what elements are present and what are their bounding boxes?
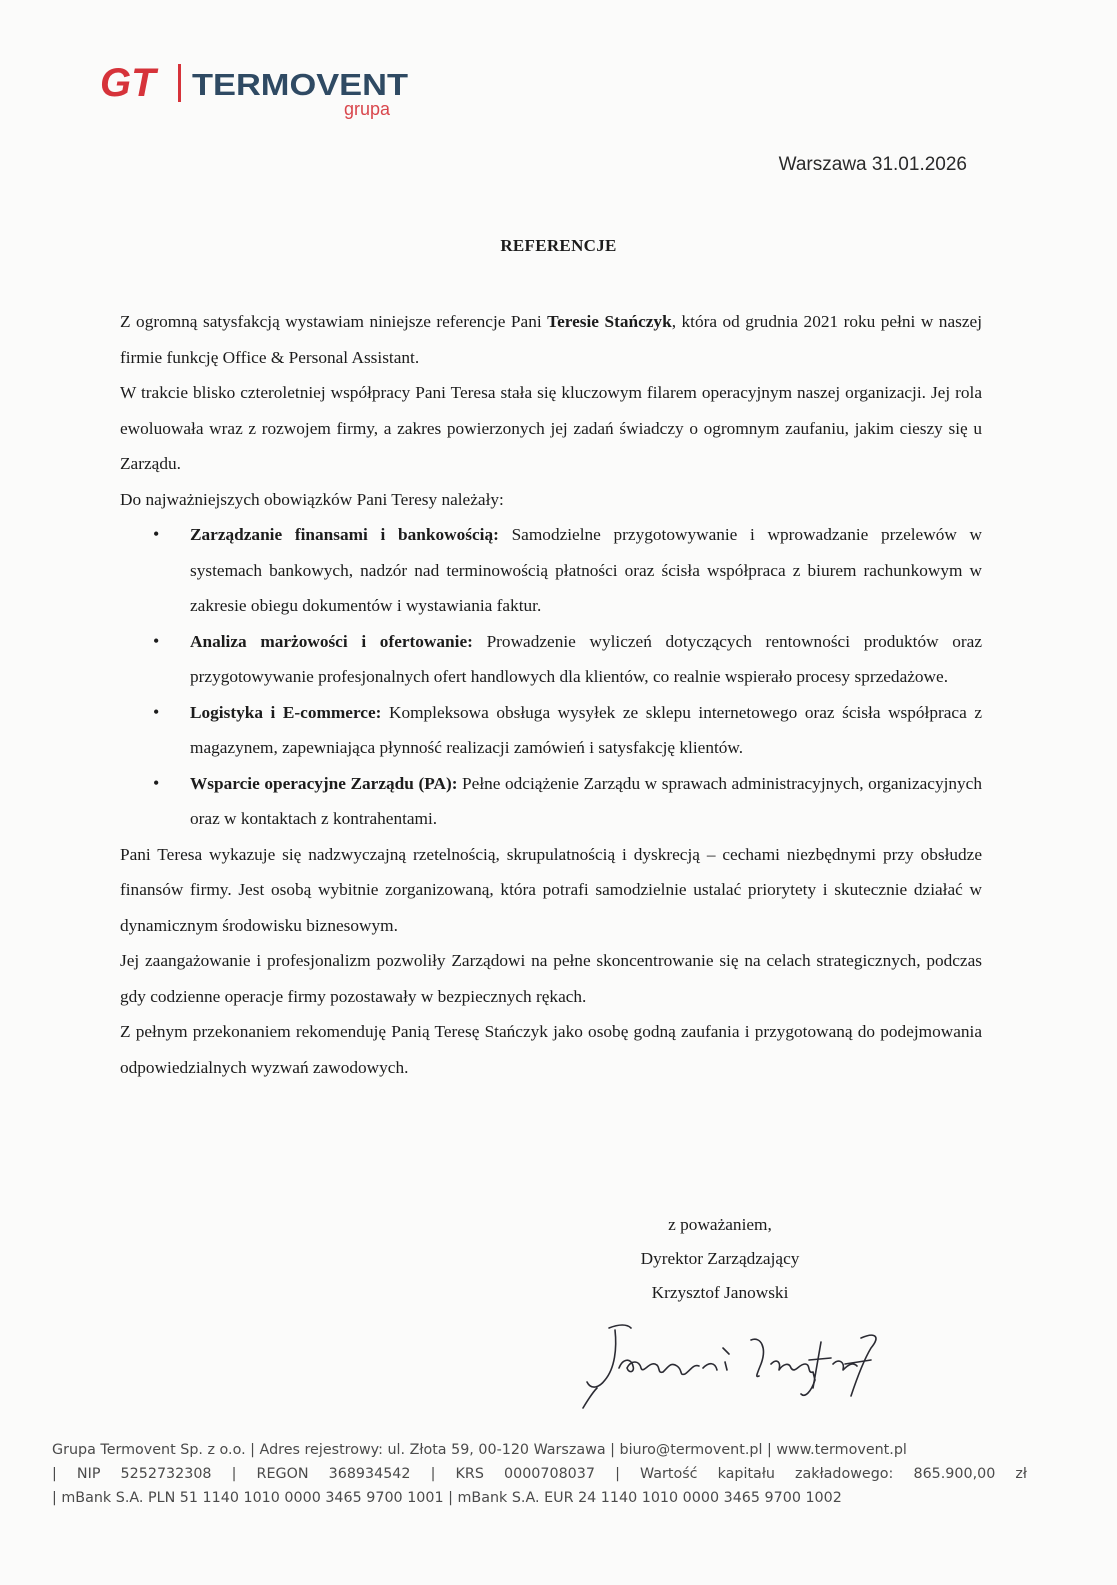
duty-title: Zarządzanie finansami i bankowością:	[190, 525, 499, 544]
termovent-logo-graphic	[100, 58, 430, 120]
closing-greeting: z poważaniem,	[668, 1215, 772, 1234]
letter-closing	[560, 1208, 880, 1310]
duty-title: Wsparcie operacyjne Zarządu (PA):	[190, 773, 458, 793]
signatory-position: Dyrektor Zarządzający	[640, 1249, 800, 1268]
intro-before: Z ogromną satysfakcją wystawiam niniejsze referencje Pani	[120, 312, 548, 331]
footer-address-line: Grupa Termovent Sp. z o.o. | Adres rejestrowy: ul. Złota 59, 00-120 Warszawa | biuro@termovent.pl | www.termovent.pl	[52, 1442, 907, 1458]
intro-after: , która od grudnia 2021 roku pełni w naszej firmie funkcję Office & Personal Assistant.	[120, 312, 982, 367]
duty-text: Kompleksowa obsługa wysyłek ze sklepu internetowego oraz ścisła współpraca z magazynem, zapewniająca płynność realizacji zamówień i satysfakcję klientów.	[190, 702, 982, 757]
logo-divider	[178, 64, 181, 102]
footer-registry-line: | NIP 5252732308 | REGON 368934542 | KRS 0000708037 | Wartość kapitału zakładowego: 865.900,00 zł	[52, 1466, 1027, 1482]
footer-bank-line: | mBank S.A. PLN 51 1140 1010 0000 3465 9700 1001 | mBank S.A. EUR 24 1140 1010 0000 3465 9700 1002	[52, 1490, 842, 1506]
letter-title: REFERENCJE	[500, 236, 617, 255]
duty-text: Prowadzenie wyliczeń dotyczących rentowności produktów oraz przygotowywanie profesjonalnych ofert handlowych dla klientów, co realnie wspierało procesy sprzedażowe.	[190, 631, 982, 686]
duty-title: Analiza marżowości i ofertowanie:	[190, 631, 473, 651]
company-logo	[100, 58, 430, 120]
employee-name: Teresie Stańczyk	[547, 312, 672, 331]
signatory-name: Krzysztof Janowski	[651, 1283, 789, 1302]
paragraph-qualities: Pani Teresa wykazuje się nadzwyczajną rzetelnością, skrupulatnością i dyskrecją – cechami niezbędnymi przy obsłudze finansów firmy. Jest osobą wybitnie zorganizowaną, która potrafi samodzielnie ustalać priorytety i skutecznie działać w dynamicznym środowisku biznesowym.	[120, 844, 982, 935]
duties-intro: Do najważniejszych obowiązków Pani Teresy należały:	[120, 489, 504, 509]
duties-list	[120, 517, 982, 837]
duty-title: Logistyka i E-commerce:	[190, 702, 382, 722]
letter-body	[120, 304, 982, 1085]
logo-company-name: TERMOVENT	[192, 67, 409, 102]
logo-mark: GT	[100, 61, 156, 105]
paragraph-engagement: Jej zaangażowanie i profesjonalizm pozwoliły Zarządowi na pełne skoncentrowanie się na celach strategicznych, podczas gdy codzienne operacje firmy pozostawały w bezpiecznych rękach.	[120, 951, 982, 1006]
handwritten-signature	[575, 1318, 885, 1413]
duty-text: Pełne odciążenie Zarządu w sprawach administracyjnych, organizacyjnych oraz w kontaktach z kontrahentami.	[190, 773, 982, 828]
duty-item	[190, 624, 982, 695]
duty-item	[190, 695, 982, 766]
paragraph-cooperation: W trakcie blisko czteroletniej współpracy Pani Teresa stała się kluczowym filarem operacyjnym naszej organizacji. Jej rola ewoluowała wraz z rozwojem firmy, a zakres powierzonych jej zadań świadczy o ogromnym zaufaniu, jakim cieszy się u Zarządu.	[120, 383, 982, 473]
logo-sub: grupa	[344, 99, 391, 119]
duty-item	[190, 517, 982, 624]
company-footer	[52, 1438, 1027, 1510]
paragraph-recommendation: Z pełnym przekonaniem rekomenduję Panią Teresę Stańczyk jako osobę godną zaufania i przygotowaną do podejmowania odpowiedzialnych wyzwań zawodowych.	[120, 1022, 982, 1077]
intro-paragraph	[120, 304, 982, 375]
duty-text: Samodzielne przygotowywanie i wprowadzanie przelewów w systemach bankowych, nadzór nad terminowością płatności oraz ścisła współpraca z biurem rachunkowym w zakresie obiegu dokumentów i wystawiania faktur.	[190, 525, 982, 615]
letter-date: Warszawa 31.01.2026	[778, 154, 967, 175]
duty-item	[190, 766, 982, 837]
